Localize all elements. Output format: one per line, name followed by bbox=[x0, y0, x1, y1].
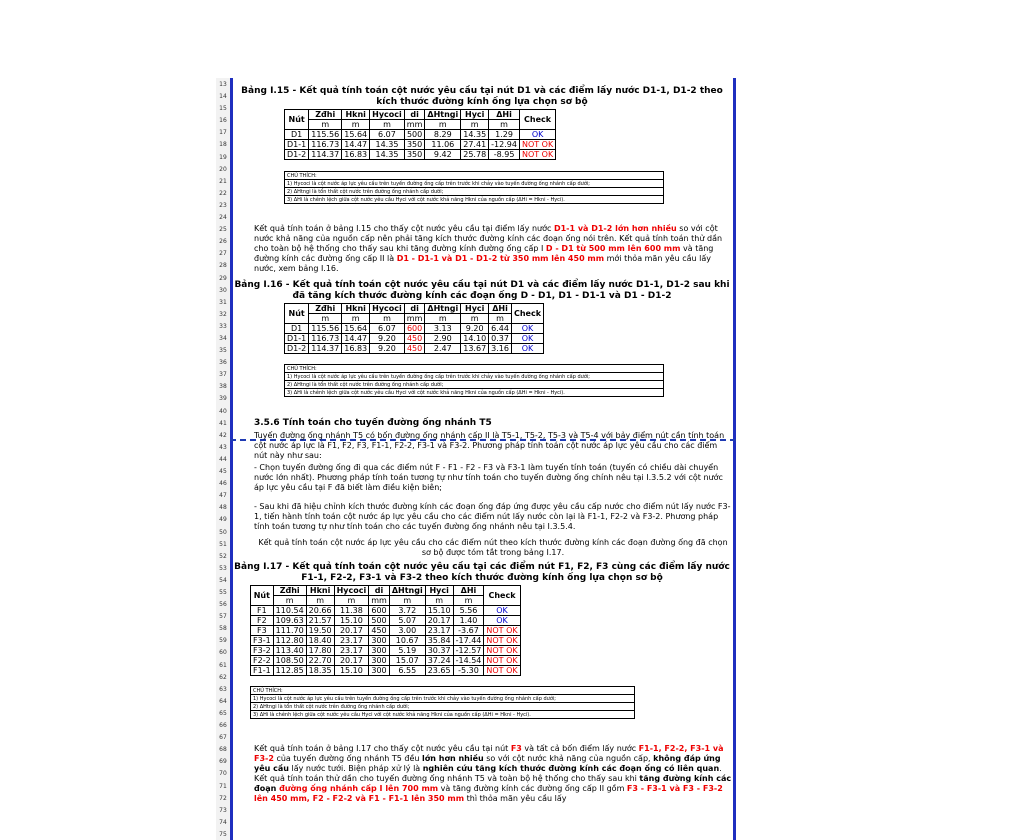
column-header: Hycoci bbox=[370, 110, 405, 120]
table-cell: 3.13 bbox=[425, 324, 461, 334]
table-cell: 450 bbox=[369, 626, 390, 636]
check-status: NOT OK bbox=[519, 140, 555, 150]
table-row bbox=[251, 666, 521, 676]
table-cell: 6.55 bbox=[389, 666, 425, 676]
table-cell: 9.20 bbox=[370, 344, 405, 354]
section-paragraph-4: Kết quả tính toán cột nước áp lực yêu cầu cho các điểm nút theo kích thước đường kính các đoạn đường ống đã chọn sơ bộ được tóm tắt trong bảng I.17. bbox=[258, 538, 728, 557]
table-cell: 16.83 bbox=[342, 344, 370, 354]
table-cell: F3 bbox=[251, 626, 274, 636]
row-number: 69 bbox=[219, 758, 227, 766]
table-15-notes bbox=[284, 171, 664, 204]
table-cell: D1 bbox=[285, 130, 309, 140]
row-number: 37 bbox=[219, 371, 227, 379]
table-cell: 600 bbox=[369, 606, 390, 616]
section-paragraph-1: Tuyến đường ống nhánh T5 có bốn đường ống nhánh cấp II là T5-1, T5-2, T5-3 và T5-4 với bảy điểm nút cần tính toán cột nước áp lực là F1, F2, F3, F1-1, F2-2, F3-1 và F3-2. Phương pháp tính toán cột nước áp lực yêu cầu cho các điểm nút này như sau: bbox=[254, 431, 725, 460]
row-number: 57 bbox=[219, 613, 227, 621]
column-header: Check bbox=[511, 304, 543, 324]
table-cell: 0.37 bbox=[489, 334, 512, 344]
table-cell: F2 bbox=[251, 616, 274, 626]
row-number: 48 bbox=[219, 504, 227, 512]
table-cell: 23.17 bbox=[334, 636, 369, 646]
table-row bbox=[285, 140, 556, 150]
table-cell: 20.66 bbox=[306, 606, 334, 616]
section-heading: 3.5.6 Tính toán cho tuyến đường ống nhánh T5 bbox=[254, 418, 492, 428]
table-15-caption: Bảng I.15 - Kết quả tính toán cột nước yêu cầu tại nút D1 và các điểm lấy nước D1-1, D1-2 theo kích thước đường kính ống lựa chọn sơ bộ bbox=[241, 86, 723, 107]
row-number: 61 bbox=[219, 661, 227, 669]
table-cell: 14.10 bbox=[461, 334, 489, 344]
row-number: 68 bbox=[219, 746, 227, 754]
table-cell: 18.35 bbox=[306, 666, 334, 676]
table-cell: 6.07 bbox=[370, 130, 405, 140]
table-cell: 15.10 bbox=[334, 666, 369, 676]
row-number: 32 bbox=[219, 310, 227, 318]
row-number: 67 bbox=[219, 734, 227, 742]
table-cell: F3-1 bbox=[251, 636, 274, 646]
unit-cell: m bbox=[425, 120, 461, 130]
table-17 bbox=[250, 585, 521, 676]
unit-cell: m bbox=[370, 120, 405, 130]
table-cell: 110.54 bbox=[273, 606, 306, 616]
column-header: Zđhi bbox=[309, 304, 342, 314]
column-header: Nút bbox=[285, 304, 309, 324]
table-cell: 112.85 bbox=[273, 666, 306, 676]
row-number: 74 bbox=[219, 818, 227, 826]
check-status: OK bbox=[511, 324, 543, 334]
table-cell: 2.47 bbox=[425, 344, 461, 354]
table-cell: 350 bbox=[404, 140, 425, 150]
unit-cell: m bbox=[453, 596, 484, 606]
table-cell: 23.17 bbox=[334, 646, 369, 656]
table-cell: 20.17 bbox=[425, 616, 453, 626]
check-status: OK bbox=[484, 606, 520, 616]
column-header: Nút bbox=[285, 110, 309, 130]
table-16-notes bbox=[284, 364, 664, 397]
row-number: 22 bbox=[219, 189, 227, 197]
check-status: OK bbox=[511, 334, 543, 344]
table-cell: 25.78 bbox=[461, 150, 489, 160]
row-number: 27 bbox=[219, 250, 227, 258]
table-cell: 6.07 bbox=[370, 324, 405, 334]
table-cell: 9.20 bbox=[461, 324, 489, 334]
column-header: ΔHtngi bbox=[425, 304, 461, 314]
row-number: 36 bbox=[219, 359, 227, 367]
unit-cell: m bbox=[306, 596, 334, 606]
check-status: NOT OK bbox=[484, 666, 520, 676]
table-row bbox=[285, 344, 544, 354]
table-row bbox=[285, 334, 544, 344]
column-header: di bbox=[369, 586, 390, 596]
table-cell: 600 bbox=[404, 324, 425, 334]
table-cell: 108.50 bbox=[273, 656, 306, 666]
row-number: 40 bbox=[219, 407, 227, 415]
unit-cell: mm bbox=[404, 120, 425, 130]
table-cell: 37.24 bbox=[425, 656, 453, 666]
row-number: 30 bbox=[219, 286, 227, 294]
unit-cell: m bbox=[342, 314, 370, 324]
table-row bbox=[251, 646, 521, 656]
column-header: Hkni bbox=[306, 586, 334, 596]
column-header: Check bbox=[519, 110, 555, 130]
table-cell: 500 bbox=[404, 130, 425, 140]
row-number: 72 bbox=[219, 794, 227, 802]
table-cell: 30.37 bbox=[425, 646, 453, 656]
row-number: 16 bbox=[219, 117, 227, 125]
note-line: 2) ΔHtngi là tổn thất cột nước trên đường ống nhánh cấp dưới; bbox=[284, 188, 664, 196]
row-number: 62 bbox=[219, 673, 227, 681]
row-number: 53 bbox=[219, 564, 227, 572]
row-number: 66 bbox=[219, 722, 227, 730]
unit-cell: m bbox=[273, 596, 306, 606]
unit-cell: m bbox=[309, 120, 342, 130]
check-status: OK bbox=[484, 616, 520, 626]
table-cell: 9.42 bbox=[425, 150, 461, 160]
table-cell: 111.70 bbox=[273, 626, 306, 636]
table-cell: 21.57 bbox=[306, 616, 334, 626]
column-header: Check bbox=[484, 586, 520, 606]
table-cell: D1-2 bbox=[285, 344, 309, 354]
table-cell: F1 bbox=[251, 606, 274, 616]
column-header: ΔHtngi bbox=[425, 110, 461, 120]
table-cell: 8.29 bbox=[425, 130, 461, 140]
page-border-right bbox=[733, 78, 736, 840]
row-number: 13 bbox=[219, 81, 227, 88]
note-line: 1) Hycoci là cột nước áp lực yêu cầu trên tuyến đường ống cấp trên trước khi chảy vào tuyến đường ống nhánh cấp dưới; bbox=[284, 373, 664, 381]
table-cell: -12.57 bbox=[453, 646, 484, 656]
column-header: di bbox=[404, 304, 425, 314]
row-number: 55 bbox=[219, 589, 227, 596]
row-number: 17 bbox=[219, 129, 227, 137]
table-cell: 35.84 bbox=[425, 636, 453, 646]
table-cell: 20.17 bbox=[334, 626, 369, 636]
table-cell: 14.35 bbox=[461, 130, 489, 140]
row-number: 42 bbox=[219, 431, 227, 439]
row-number: 38 bbox=[219, 383, 227, 391]
column-header: ΔHtngi bbox=[389, 586, 425, 596]
table-row bbox=[251, 616, 521, 626]
column-header: Hycoci bbox=[334, 586, 369, 596]
note-line: 1) Hycoci là cột nước áp lực yêu cầu trên tuyến đường ống cấp trên trước khi chảy vào tuyến đường ống nhánh cấp dưới; bbox=[250, 695, 635, 703]
column-header: Hyci bbox=[425, 586, 453, 596]
note-line: 3) ΔHi là chênh lệch giữa cột nước yêu cầu Hyci với cột nước khả năng Hkni của nguồn cấp (ΔHi = Hkni - Hyci). bbox=[284, 389, 664, 397]
table-cell: 15.64 bbox=[342, 324, 370, 334]
table-cell: 450 bbox=[404, 344, 425, 354]
check-status: OK bbox=[519, 130, 555, 140]
row-number: 15 bbox=[219, 105, 227, 113]
column-header: Hyci bbox=[461, 304, 489, 314]
table-cell: 3.72 bbox=[389, 606, 425, 616]
table-cell: D1-2 bbox=[285, 150, 309, 160]
table-cell: 23.65 bbox=[425, 666, 453, 676]
row-number: 26 bbox=[219, 238, 227, 246]
table-cell: 115.56 bbox=[309, 324, 342, 334]
column-header: Zđhi bbox=[273, 586, 306, 596]
section-paragraph-3: - Sau khi đã hiệu chỉnh kích thước đường kính các đoạn ống đáp ứng được yêu cầu cấp nước cho điểm nút lấy nước F3-1, tiến hành tính toán cột nước áp lực yêu cầu cho các điểm nút lấy nước còn lại là F1-1, F2-2 và F3-2. Phương pháp tính toán tương tự như tính toán cho các tuyến đường ống nhánh nêu tại I.3.5.4. bbox=[254, 502, 731, 531]
row-number: 24 bbox=[219, 214, 227, 222]
table-cell: D1-1 bbox=[285, 140, 309, 150]
table-cell: 15.10 bbox=[334, 616, 369, 626]
table-16 bbox=[284, 303, 544, 354]
row-number: 63 bbox=[219, 685, 227, 693]
table-cell: 14.47 bbox=[342, 334, 370, 344]
row-number: 39 bbox=[219, 395, 227, 403]
note-line: 1) Hycoci là cột nước áp lực yêu cầu trên tuyến đường ống cấp trên trước khi chảy vào tuyến đường ống nhánh cấp dưới; bbox=[284, 180, 664, 188]
row-number: 45 bbox=[219, 468, 227, 476]
table-cell: -12.94 bbox=[489, 140, 520, 150]
table-17-caption: Bảng I.17 - Kết quả tính toán cột nước yêu cầu tại các điểm nút F1, F2, F3 cùng các điểm lấy nước F1-1, F2-2, F3-1 và F3-2 theo kích thước đường kính ống lựa chọn sơ bộ bbox=[234, 562, 730, 583]
spreadsheet-page bbox=[216, 78, 736, 840]
check-status: NOT OK bbox=[484, 626, 520, 636]
table-cell: 27.41 bbox=[461, 140, 489, 150]
table-cell: 11.38 bbox=[334, 606, 369, 616]
table-cell: D1-1 bbox=[285, 334, 309, 344]
table-cell: 1.40 bbox=[453, 616, 484, 626]
paragraph-1: Kết quả tính toán ở bảng I.15 cho thấy cột nước yêu cầu tại điểm lấy nước D1-1 và D1-2 lớn hơn nhiều so với cột nước khả năng của nguồn cấp nên phải tăng kích thước đường kính các đoạn ống nói trên. Kết quả tính toán thử dần cho toàn bộ hệ thống cho thấy sau khi tăng đường kính đường ống cấp I D - D1 từ 500 mm lên 600 mm và tăng đường kính các đường ống cấp II là D1 - D1-1 và D1 - D1-2 từ 350 mm lên 450 mm mới thỏa mãn yêu cầu lấy nước, xem bảng I.16. bbox=[254, 224, 723, 273]
paragraph-2: Kết quả tính toán ở bảng I.17 cho thấy cột nước yêu cầu tại nút F3 và tất cả bốn điểm lấy nước F1-1, F2-2, F3-1 và F3-2 của tuyến đường ống nhánh T5 đều lớn hơn nhiều so với cột nước khả năng của nguồn cấp, không đáp ứng yêu cầu lấy nước tưới. Biện pháp xử lý là nghiên cứu tăng kích thước đường kính các đoạn ống có liên quan. Kết quả tính toán thử dần cho tuyến đường ống nhánh T5 và toàn bộ hệ thống cho thấy sau khi tăng đường kính các đoạn đường ống nhánh cấp I lên 700 mm và tăng đường kính các đường ống cấp II gồm F3 - F3-1 và F3 - F3-2 lên 450 mm, F2 - F2-2 và F1 - F1-1 lên 350 mm thì thỏa mãn yêu cầu lấy bbox=[254, 744, 732, 803]
table-cell: 14.47 bbox=[342, 140, 370, 150]
row-number: 44 bbox=[219, 455, 227, 463]
row-number: 70 bbox=[219, 770, 227, 778]
table-cell: 116.73 bbox=[309, 140, 342, 150]
table-cell: -17.44 bbox=[453, 636, 484, 646]
check-status: NOT OK bbox=[519, 150, 555, 160]
table-cell: 18.40 bbox=[306, 636, 334, 646]
table-16-caption: Bảng I.16 - Kết quả tính toán cột nước yêu cầu tại nút D1 và các điểm lấy nước D1-1, D1-2 sau khi đã tăng kích thước đường kính các đoạn ống D - D1, D1 - D1-1 và D1 - D1-2 bbox=[234, 280, 730, 301]
table-row bbox=[285, 324, 544, 334]
table-cell: 22.70 bbox=[306, 656, 334, 666]
table-cell: 2.90 bbox=[425, 334, 461, 344]
table-cell: 15.10 bbox=[425, 606, 453, 616]
table-row bbox=[285, 130, 556, 140]
unit-cell: m bbox=[309, 314, 342, 324]
row-number: 73 bbox=[219, 806, 227, 814]
unit-cell: m bbox=[334, 596, 369, 606]
unit-cell: m bbox=[461, 314, 489, 324]
table-cell: F2-2 bbox=[251, 656, 274, 666]
row-number: 43 bbox=[219, 443, 227, 451]
note-line: 3) ΔHi là chênh lệch giữa cột nước yêu cầu Hyci với cột nước khả năng Hkni của nguồn cấp (ΔHi = Hkni - Hyci). bbox=[250, 711, 635, 719]
check-status: OK bbox=[511, 344, 543, 354]
table-cell: 5.56 bbox=[453, 606, 484, 616]
check-status: NOT OK bbox=[484, 636, 520, 646]
table-cell: F3-2 bbox=[251, 646, 274, 656]
row-number: 35 bbox=[219, 347, 227, 355]
row-number: 71 bbox=[219, 782, 227, 790]
row-number: 52 bbox=[219, 552, 227, 560]
row-number: 31 bbox=[219, 298, 227, 306]
table-cell: 450 bbox=[404, 334, 425, 344]
row-number: 29 bbox=[219, 274, 227, 282]
unit-cell: mm bbox=[404, 314, 425, 324]
table-cell: 113.40 bbox=[273, 646, 306, 656]
table-cell: 5.19 bbox=[389, 646, 425, 656]
unit-cell: mm bbox=[369, 596, 390, 606]
check-status: NOT OK bbox=[484, 656, 520, 666]
row-number: 28 bbox=[219, 262, 227, 270]
table-cell: 300 bbox=[369, 646, 390, 656]
table-cell: -3.67 bbox=[453, 626, 484, 636]
column-header: Hyci bbox=[461, 110, 489, 120]
unit-cell: m bbox=[370, 314, 405, 324]
row-number: 20 bbox=[219, 165, 227, 173]
row-number: 18 bbox=[219, 141, 227, 149]
row-number: 60 bbox=[219, 649, 227, 657]
note-line: 3) ΔHi là chênh lệch giữa cột nước yêu cầu Hyci với cột nước khả năng Hkni của nguồn cấp (ΔHi = Hkni - Hyci). bbox=[284, 196, 664, 204]
unit-cell: m bbox=[389, 596, 425, 606]
row-number: 23 bbox=[219, 201, 227, 209]
table-17-notes bbox=[250, 686, 635, 719]
table-cell: 9.20 bbox=[370, 334, 405, 344]
row-header-column bbox=[216, 78, 231, 840]
table-cell: 114.37 bbox=[309, 150, 342, 160]
column-header: ΔHi bbox=[453, 586, 484, 596]
table-cell: 109.63 bbox=[273, 616, 306, 626]
table-cell: 11.06 bbox=[425, 140, 461, 150]
table-row bbox=[251, 656, 521, 666]
row-number: 14 bbox=[219, 93, 227, 101]
table-cell: 1.29 bbox=[489, 130, 520, 140]
column-header: Zđhi bbox=[309, 110, 342, 120]
table-cell: 23.17 bbox=[425, 626, 453, 636]
row-number: 33 bbox=[219, 322, 227, 330]
table-cell: 500 bbox=[369, 616, 390, 626]
column-header: Hkni bbox=[342, 110, 370, 120]
note-line: CHÚ THÍCH: bbox=[284, 171, 664, 180]
table-row bbox=[285, 150, 556, 160]
column-header: di bbox=[404, 110, 425, 120]
row-number: 34 bbox=[219, 335, 227, 342]
row-number: 51 bbox=[219, 540, 227, 548]
note-line: CHÚ THÍCH: bbox=[284, 364, 664, 373]
table-cell: 112.80 bbox=[273, 636, 306, 646]
table-cell: 10.67 bbox=[389, 636, 425, 646]
table-cell: 115.56 bbox=[309, 130, 342, 140]
row-number: 64 bbox=[219, 697, 227, 705]
column-header: ΔHi bbox=[489, 304, 512, 314]
row-number: 54 bbox=[219, 576, 227, 584]
row-number: 47 bbox=[219, 492, 227, 500]
unit-cell: m bbox=[342, 120, 370, 130]
table-cell: F1-1 bbox=[251, 666, 274, 676]
row-number: 25 bbox=[219, 226, 227, 234]
table-cell: -14.54 bbox=[453, 656, 484, 666]
unit-cell: m bbox=[461, 120, 489, 130]
table-row bbox=[251, 636, 521, 646]
table-cell: 15.07 bbox=[389, 656, 425, 666]
check-status: NOT OK bbox=[484, 646, 520, 656]
row-number: 19 bbox=[219, 153, 227, 161]
table-cell: 16.83 bbox=[342, 150, 370, 160]
row-number: 59 bbox=[219, 637, 227, 645]
row-number: 75 bbox=[219, 830, 227, 838]
table-cell: 15.64 bbox=[342, 130, 370, 140]
table-cell: 3.00 bbox=[389, 626, 425, 636]
table-cell: 19.50 bbox=[306, 626, 334, 636]
table-cell: 350 bbox=[404, 150, 425, 160]
note-line: 2) ΔHtngi là tổn thất cột nước trên đường ống nhánh cấp dưới; bbox=[284, 381, 664, 389]
table-cell: 17.80 bbox=[306, 646, 334, 656]
table-cell: 114.37 bbox=[309, 344, 342, 354]
unit-cell: m bbox=[425, 314, 461, 324]
table-cell: 300 bbox=[369, 666, 390, 676]
note-line: CHÚ THÍCH: bbox=[250, 686, 635, 695]
table-cell: 13.67 bbox=[461, 344, 489, 354]
row-number: 58 bbox=[219, 625, 227, 633]
table-cell: D1 bbox=[285, 324, 309, 334]
column-header: ΔHi bbox=[489, 110, 520, 120]
table-cell: 14.35 bbox=[370, 150, 405, 160]
section-paragraph-2: - Chọn tuyến đường ống đi qua các điểm nút F - F1 - F2 - F3 và F3-1 làm tuyến tính toán (tuyến có chiều dài chuyển nước lớn nhất). Phương pháp tính toán tương tự như tính toán cho tuyến đường ống chính nêu tại I.3.5.2 với cột nước áp lực yêu cầu tại F đã biết làm điều kiện biên; bbox=[254, 463, 723, 492]
table-cell: 6.44 bbox=[489, 324, 512, 334]
page-border-left bbox=[230, 78, 233, 840]
table-cell: 20.17 bbox=[334, 656, 369, 666]
table-cell: 5.07 bbox=[389, 616, 425, 626]
table-cell: -5.30 bbox=[453, 666, 484, 676]
row-number: 41 bbox=[219, 419, 227, 427]
column-header: Hycoci bbox=[370, 304, 405, 314]
row-number: 21 bbox=[219, 177, 227, 185]
table-row bbox=[251, 606, 521, 616]
unit-cell: m bbox=[425, 596, 453, 606]
note-line: 2) ΔHtngi là tổn thất cột nước trên đường ống nhánh cấp dưới; bbox=[250, 703, 635, 711]
table-cell: 14.35 bbox=[370, 140, 405, 150]
table-cell: 3.16 bbox=[489, 344, 512, 354]
table-cell: 116.73 bbox=[309, 334, 342, 344]
row-number: 50 bbox=[219, 528, 227, 536]
row-number: 46 bbox=[219, 480, 227, 488]
table-cell: -8.95 bbox=[489, 150, 520, 160]
row-number: 56 bbox=[219, 601, 227, 609]
unit-cell: m bbox=[489, 120, 520, 130]
column-header: Hkni bbox=[342, 304, 370, 314]
row-number: 65 bbox=[219, 709, 227, 717]
table-cell: 300 bbox=[369, 636, 390, 646]
row-number: 49 bbox=[219, 516, 227, 524]
column-header: Nút bbox=[251, 586, 274, 606]
unit-cell: m bbox=[489, 314, 512, 324]
table-15 bbox=[284, 109, 556, 160]
table-row bbox=[251, 626, 521, 636]
table-cell: 300 bbox=[369, 656, 390, 666]
